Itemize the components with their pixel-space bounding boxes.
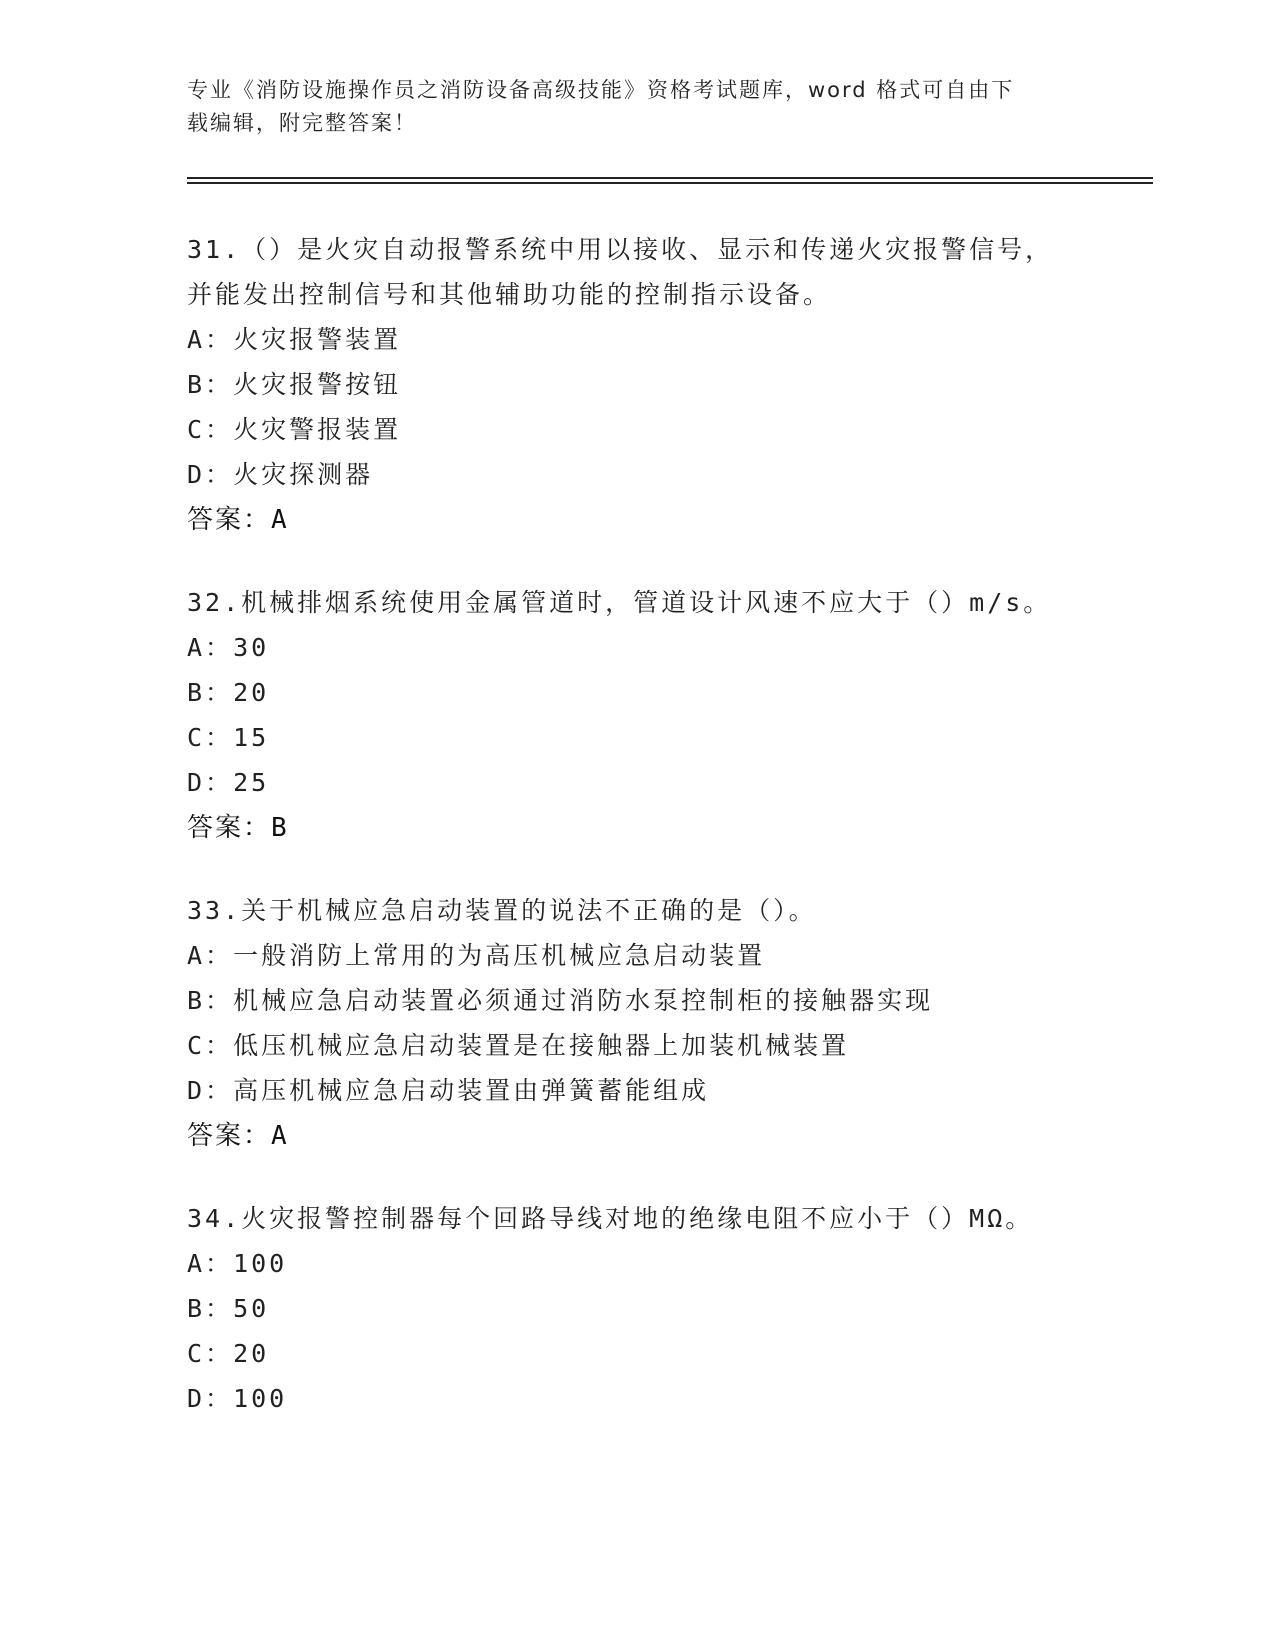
header-line-2: 载编辑，附完整答案！ (187, 111, 417, 135)
option-text: 火灾报警按钮 (233, 370, 402, 399)
option-key: D： (187, 460, 234, 489)
option-text: 20 (233, 1339, 270, 1368)
option-text: 15 (233, 723, 270, 752)
option-b (187, 670, 1087, 715)
option-text: 火灾探测器 (233, 460, 374, 489)
option-text: 30 (233, 633, 270, 662)
answer-value: B (271, 813, 289, 843)
option-key: A： (187, 325, 234, 354)
option-a (187, 625, 1087, 670)
option-key: A： (187, 633, 234, 662)
question-stem: 32.机械排烟系统使用金属管道时，管道设计风速不应大于（）m/s。 (187, 588, 1052, 617)
option-key: B： (187, 1294, 234, 1323)
option-c (187, 1331, 1087, 1376)
question-stem: 33.关于机械应急启动装置的说法不正确的是（）。 (187, 896, 817, 925)
option-key: A： (187, 1249, 234, 1278)
option-d (187, 1068, 1087, 1113)
question-31 (187, 227, 1087, 543)
option-key: B： (187, 678, 234, 707)
option-key: C： (187, 1031, 234, 1060)
header-line-1: 专业《消防设施操作员之消防设备高级技能》资格考试题库，word 格式可自由下 (187, 78, 1015, 102)
answer-label: 答案： (187, 1121, 272, 1151)
header-divider-top (187, 177, 1153, 179)
option-text: 100 (233, 1384, 288, 1413)
option-key: D： (187, 1384, 234, 1413)
option-text: 火灾报警装置 (233, 325, 402, 354)
option-text: 20 (233, 678, 270, 707)
option-c (187, 1023, 1087, 1068)
option-text: 25 (233, 768, 270, 797)
option-b (187, 362, 1087, 407)
question-32 (187, 580, 1087, 851)
option-key: A： (187, 941, 234, 970)
option-a (187, 933, 1087, 978)
option-d (187, 452, 1087, 497)
answer-value: A (271, 1121, 289, 1151)
option-a (187, 317, 1087, 362)
option-a (187, 1241, 1087, 1286)
header-divider-bottom (187, 182, 1153, 184)
answer-label: 答案： (187, 505, 272, 535)
option-text: 一般消防上常用的为高压机械应急启动装置 (233, 941, 766, 970)
answer-line (187, 497, 1087, 543)
option-d (187, 1376, 1087, 1421)
option-key: C： (187, 415, 234, 444)
option-key: C： (187, 1339, 234, 1368)
question-stem: 31.（）是火灾自动报警系统中用以接收、显示和传递火灾报警信号， (187, 235, 1054, 264)
question-stem-continued: 并能发出控制信号和其他辅助功能的控制指示设备。 (187, 280, 832, 309)
option-b (187, 1286, 1087, 1331)
document-header (187, 74, 1067, 140)
option-text: 高压机械应急启动装置由弹簧蓄能组成 (233, 1076, 710, 1105)
option-key: D： (187, 1076, 234, 1105)
option-key: B： (187, 986, 234, 1015)
option-key: B： (187, 370, 234, 399)
option-d (187, 760, 1087, 805)
option-text: 低压机械应急启动装置是在接触器上加装机械装置 (233, 1031, 850, 1060)
option-key: D： (187, 768, 234, 797)
option-text: 机械应急启动装置必须通过消防水泵控制柜的接触器实现 (233, 986, 934, 1015)
option-key: C： (187, 723, 234, 752)
question-stem: 34.火灾报警控制器每个回路导线对地的绝缘电阻不应小于（）MΩ。 (187, 1204, 1034, 1233)
option-text: 50 (233, 1294, 270, 1323)
option-b (187, 978, 1087, 1023)
option-text: 火灾警报装置 (233, 415, 402, 444)
answer-line (187, 805, 1087, 851)
question-34 (187, 1196, 1087, 1421)
option-c (187, 715, 1087, 760)
option-text: 100 (233, 1249, 288, 1278)
question-33 (187, 888, 1087, 1159)
answer-line (187, 1113, 1087, 1159)
answer-value: A (271, 505, 289, 535)
option-c (187, 407, 1087, 452)
answer-label: 答案： (187, 813, 272, 843)
